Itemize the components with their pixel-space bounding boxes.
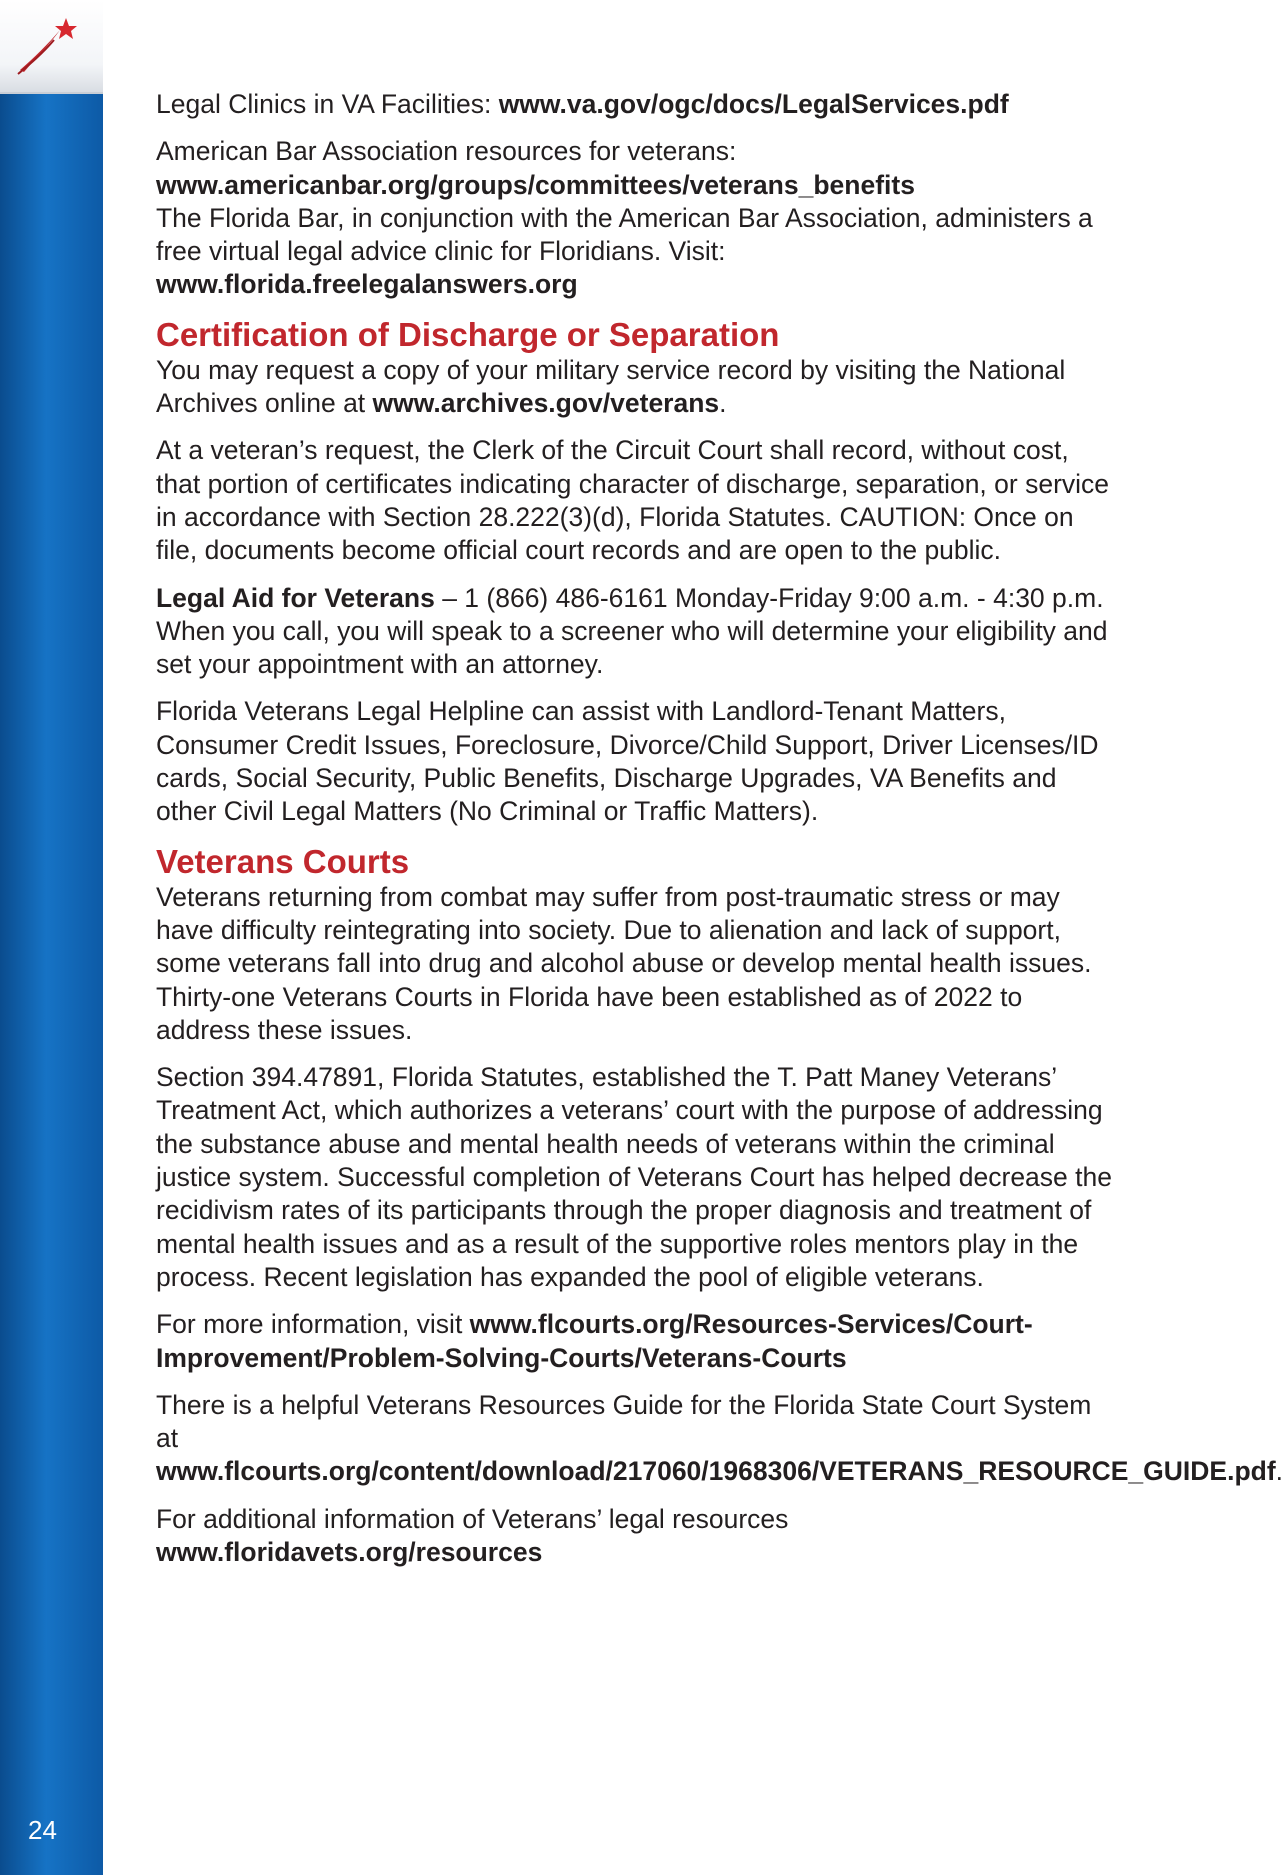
floridavets-resources-link[interactable]: www.floridavets.org/resources <box>156 1536 543 1567</box>
discharge-paragraph-2: At a veteran’s request, the Clerk of the Circuit Court shall record, without cost, that portion of certificates indicating character of discharge, separation, or service in accordance with Section 28.222(3)(d), Florida Statutes. CAUTION: Once on file, documents become official court records and are open to the public. <box>156 435 1110 566</box>
aba-paragraph: American Bar Association resources for veterans: www.americanbar.org/groups/committees/veterans_benefits The Florida Bar, in conjunction with the American Bar Association, administers a free virtual legal advice clinic for Floridians. Visit: www.florida.freelegalanswers.org <box>156 136 1093 300</box>
sidebar-logo-area <box>0 0 103 94</box>
va-legal-services-link[interactable]: www.va.gov/ogc/docs/LegalServices.pdf <box>498 89 1009 119</box>
resource-guide-link[interactable]: www.flcourts.org/content/download/217060/1968306/VETERANS_RESOURCE_GUIDE.pdf <box>156 1456 1276 1487</box>
veterans-courts-heading: Veterans Courts <box>156 842 410 880</box>
courts-paragraph-5: For additional information of Veterans’ legal resources www.floridavets.org/resources <box>156 1503 789 1567</box>
discharge-heading: Certification of Discharge or Separation <box>156 315 780 353</box>
discharge-paragraph-1: You may request a copy of your military service record by visiting the National Archives online at www.archives.gov/veterans. <box>156 354 1066 419</box>
courts-paragraph-2: Section 394.47891, Florida Statutes, established the T. Patt Maney Veterans’ Treatment Act, which authorizes a veterans’ court with the purpose of addressing the substance abuse and mental health needs of veterans within the criminal justice system. Successful completion of Veterans Court has helped decrease the recidivism rates of its participants through the proper diagnosis and treatment of mental health issues and as a result of the supportive roles mentors play in the process. Recent legislation has expanded the pool of eligible veterans. <box>156 1062 1112 1292</box>
courts-paragraph-3: For more information, visit www.flcourts.org/Resources-Services/Court-Improvement/Problem-Solving-Courts/Veterans-Courts <box>156 1309 1033 1373</box>
aba-veterans-link[interactable]: www.americanbar.org/groups/committees/veterans_benefits <box>156 169 915 200</box>
page-number: 24 <box>28 1815 57 1845</box>
legal-clinics-paragraph: Legal Clinics in VA Facilities: www.va.gov/ogc/docs/LegalServices.pdf <box>156 89 1009 119</box>
free-legal-answers-link[interactable]: www.florida.freelegalanswers.org <box>156 269 578 300</box>
page-content <box>156 88 1283 1569</box>
flcourts-veterans-link[interactable]: www.flcourts.org/Resources-Services/Court-Improvement/Problem-Solving-Courts/Veterans-Courts <box>156 1309 1033 1373</box>
sidebar <box>0 0 103 1875</box>
helpline-paragraph: Florida Veterans Legal Helpline can assist with Landlord-Tenant Matters, Consumer Credit Issues, Foreclosure, Divorce/Child Support, Driver Licenses/ID cards, Social Security, Public Benefits, Discharge Upgrades, VA Benefits and other Civil Legal Matters (No Criminal or Traffic Matters). <box>156 696 1099 827</box>
shooting-star-logo-icon <box>14 14 84 78</box>
courts-paragraph-4: There is a helpful Veterans Resources Guide for the Florida State Court System at www.flcourts.org/content/download/217060/1968306/VETERANS_RESOURCE_GUIDE.pdf. <box>156 1389 1283 1487</box>
archives-link[interactable]: www.archives.gov/veterans <box>372 388 720 419</box>
legal-aid-label: Legal Aid for Veterans <box>156 582 435 613</box>
courts-paragraph-1: Veterans returning from combat may suffer from post-traumatic stress or may have difficulty reintegrating into society. Due to alienation and lack of support, some veterans fall into drug and alcohol abuse or develop mental health issues. Thirty-one Veterans Courts in Florida have been established as of 2022 to address these issues. <box>156 881 1092 1045</box>
legal-aid-paragraph: Legal Aid for Veterans – 1 (866) 486-6161 Monday-Friday 9:00 a.m. - 4:30 p.m. When you call, you will speak to a screener who will determine your eligibility and set your appointment with an attorney. <box>156 582 1108 680</box>
